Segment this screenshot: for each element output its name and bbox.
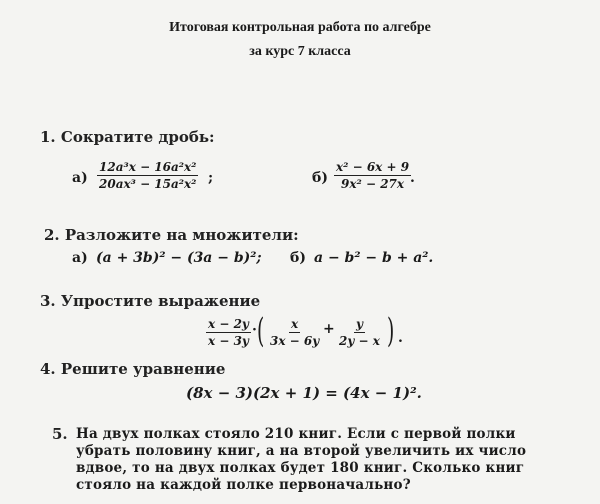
question-3-f2-numerator: x — [291, 317, 299, 331]
question-3-fraction-3 — [337, 317, 382, 348]
question-3-period: . — [398, 330, 403, 346]
question-3-fraction-2 — [268, 317, 321, 348]
question-3-fraction-1 — [206, 317, 251, 348]
question-3-f3-numerator: y — [355, 317, 363, 331]
question-1b-period: . — [410, 170, 415, 186]
worksheet-title: Итоговая контрольная работа по алгебре — [169, 20, 431, 35]
question-2b-expression: a − b² − b + a². — [314, 250, 434, 266]
question-3-f1-numerator: x − 2y — [208, 317, 249, 331]
question-4-equation: (8x − 3)(2x + 1) = (4x − 1)². — [186, 384, 422, 402]
question-3-right-paren: ) — [386, 311, 395, 351]
question-2a-label: а) — [72, 250, 88, 266]
question-1a-fraction — [97, 160, 198, 191]
question-3-heading: 3. Упростите выражение — [40, 292, 261, 310]
question-1a-semicolon: ; — [208, 170, 214, 186]
question-1b-numerator: x² − 6x + 9 — [336, 160, 410, 174]
question-1a-denominator: 20ax³ − 15a²x² — [99, 177, 197, 191]
question-1b-fraction — [334, 160, 411, 191]
question-5-number: 5. — [52, 425, 68, 443]
question-3-f2-denominator: 3x − 6y — [270, 334, 320, 348]
question-1-heading: 1. Сократите дробь: — [40, 128, 215, 146]
question-1b-denominator: 9x² − 27x — [341, 177, 405, 191]
worksheet-subtitle: за курс 7 класса — [249, 44, 351, 59]
question-2-heading: 2. Разложите на множители: — [44, 226, 299, 244]
question-3-left-paren: ( — [256, 311, 265, 351]
question-3-f3-denominator: 2y − x — [339, 334, 380, 348]
question-1a-label: а) — [72, 170, 88, 186]
question-2a-expression: (a + 3b)² − (3a − b)²; — [96, 250, 262, 266]
question-3-f1-denominator: x − 3y — [208, 334, 249, 348]
question-1a-numerator: 12a³x − 16a²x² — [99, 160, 197, 174]
question-2b-label: б) — [290, 250, 306, 266]
question-1b-label: б) — [312, 170, 328, 186]
question-3-dot: · — [252, 322, 257, 338]
question-5-text: На двух полках стояло 210 книг. Если с первой полки убрать половину книг, а на второй увеличить их число вдвое, то на двух полках будет 180 книг. Сколько книг стояло на каждой полке первоначально? — [76, 426, 527, 493]
question-3-plus: + — [323, 321, 335, 337]
question-4-heading: 4. Решите уравнение — [40, 360, 226, 378]
